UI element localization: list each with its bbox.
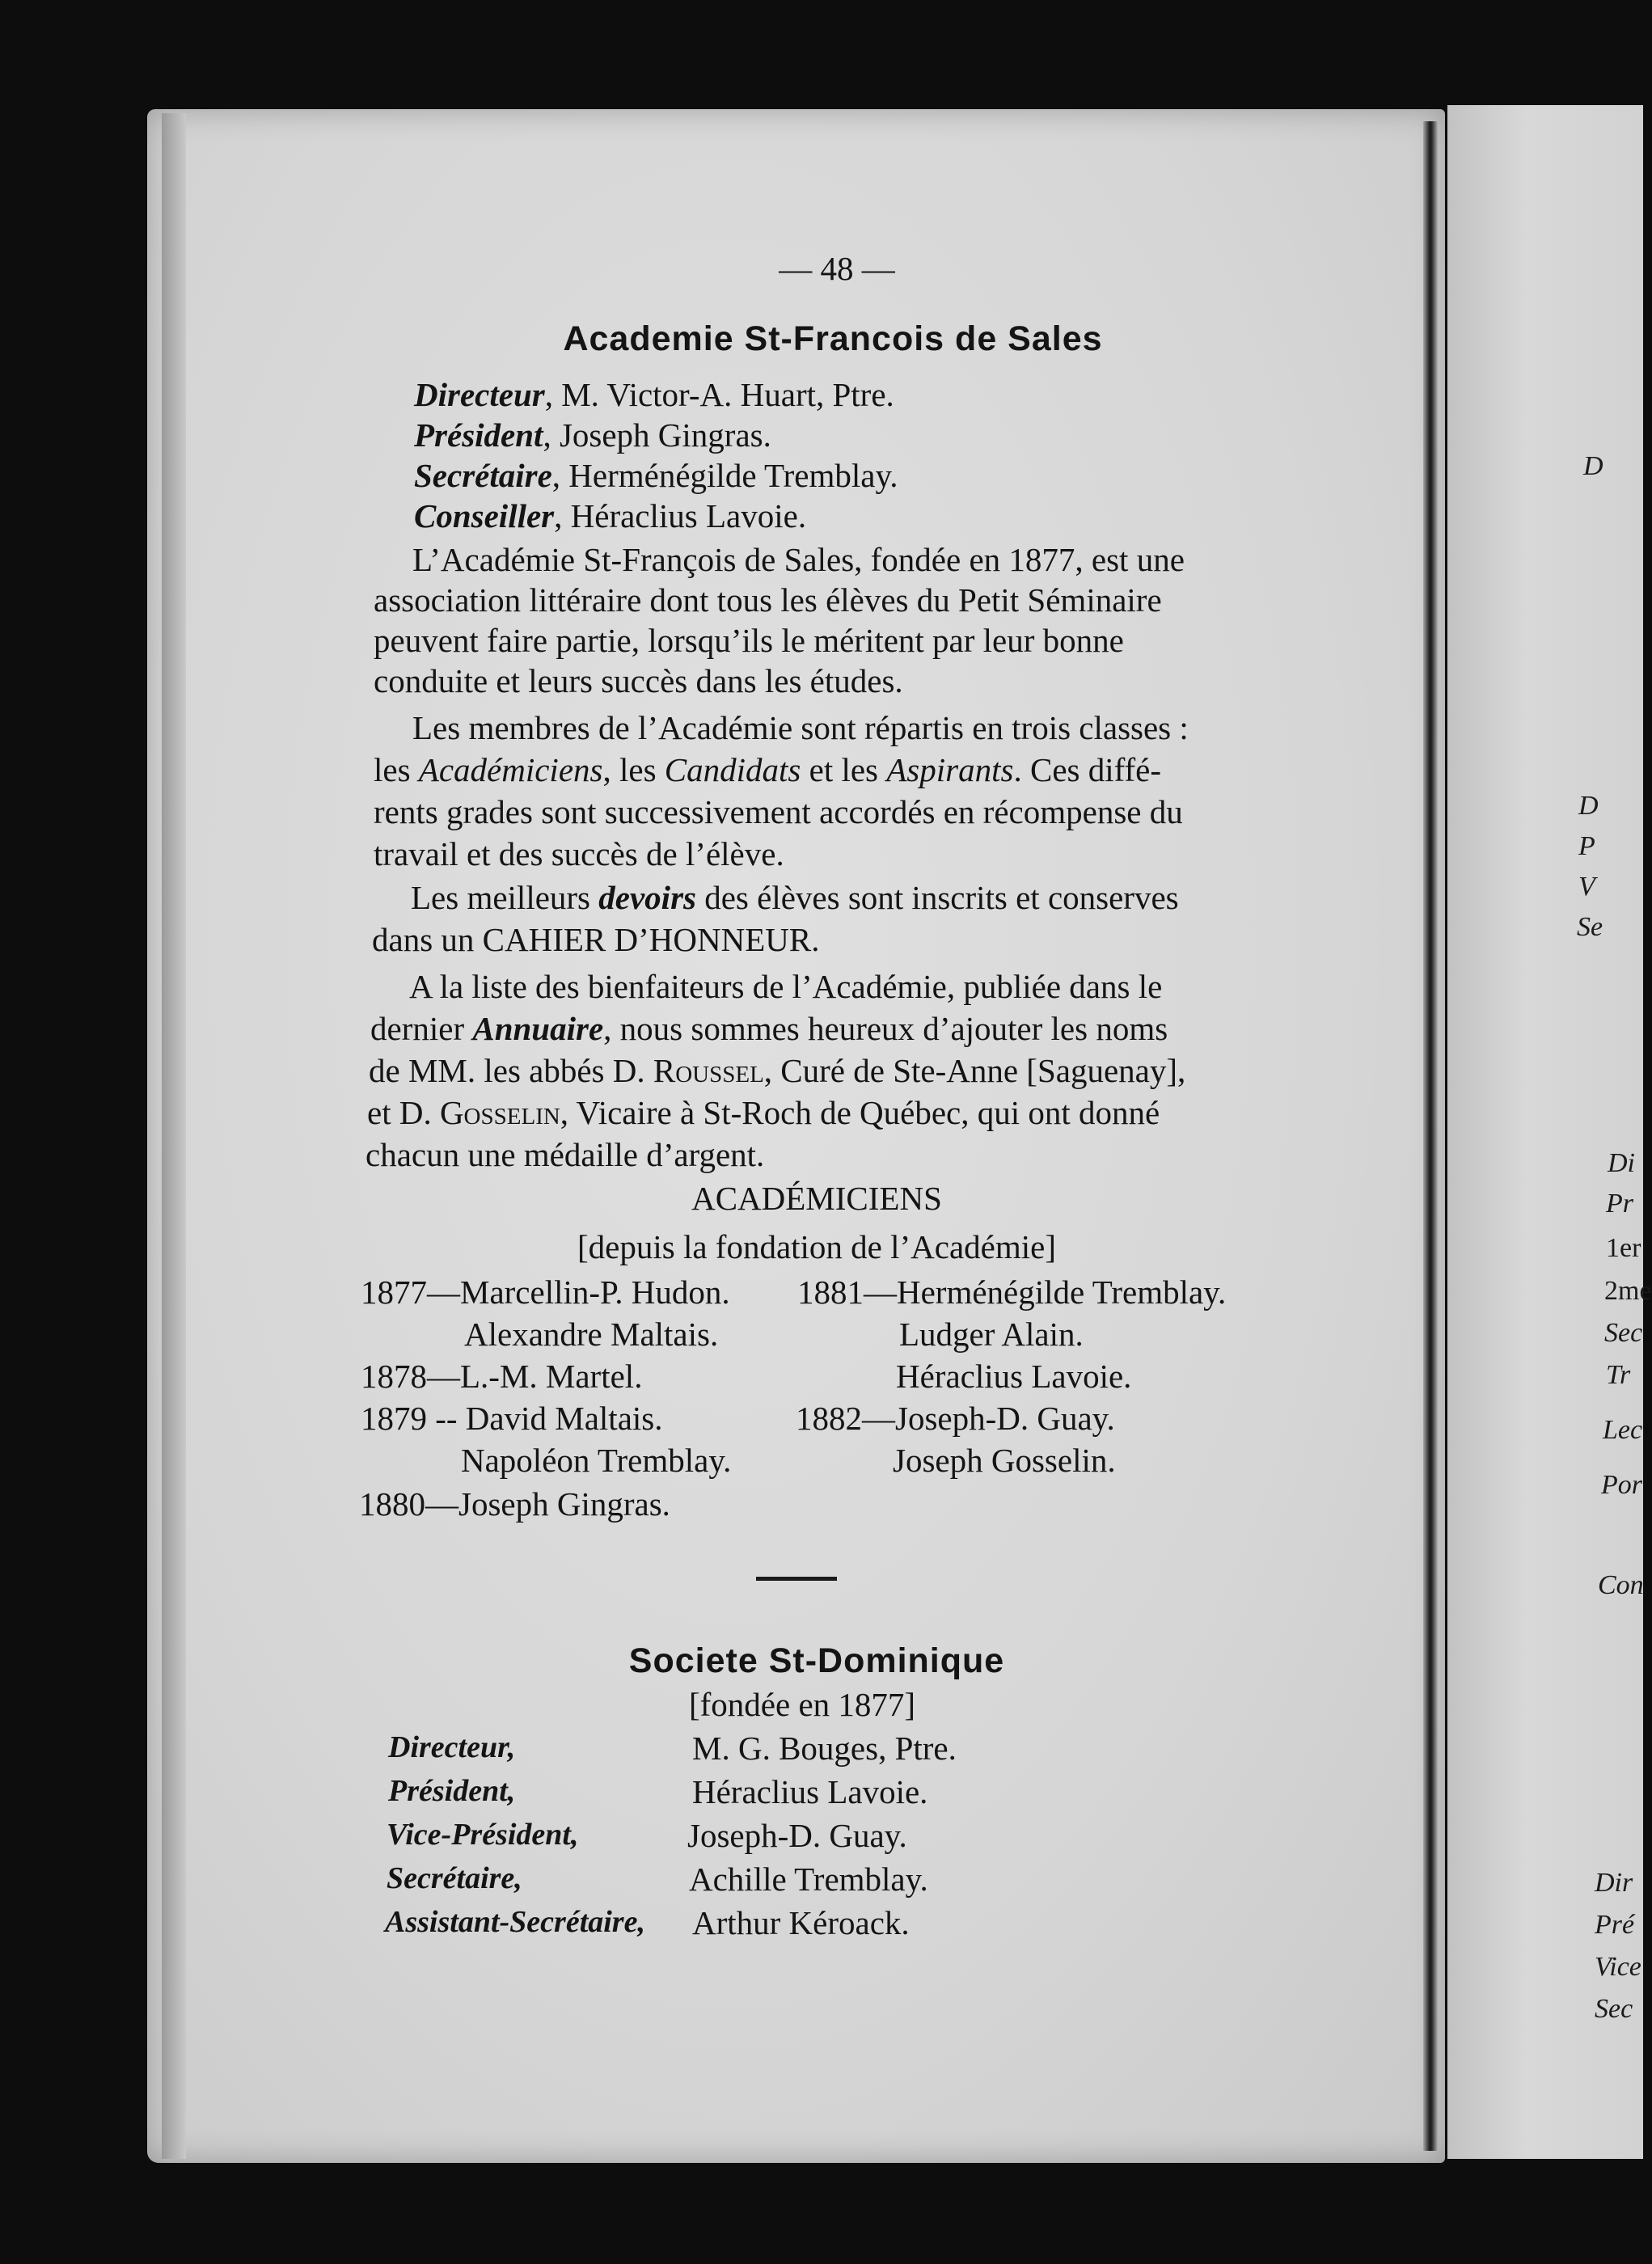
text-fragment: . Ces diffé-: [1013, 751, 1162, 788]
academiciens-title: ACADÉMICIENS: [691, 1180, 942, 1217]
adjacent-page-fragment: V: [1578, 872, 1595, 902]
officer-president: Président, Joseph Gingras.: [414, 416, 771, 454]
adjacent-page-fragment: Lec: [1603, 1415, 1643, 1445]
body-text-line: A la liste des bienfaiteurs de l’Académie, publiée dans le: [409, 968, 1163, 1005]
academicien-entry: 1878—L.-M. Martel.: [361, 1358, 643, 1395]
adjacent-page-fragment: Pr: [1606, 1189, 1633, 1219]
body-text-line: association littéraire dont tous les élèves du Petit Séminaire: [374, 581, 1162, 619]
academicien-entry: Joseph Gosselin.: [893, 1442, 1116, 1479]
page-edge: [162, 113, 186, 2159]
text-fragment: les: [374, 751, 419, 788]
officer-name: M. Victor-A. Huart, Ptre.: [561, 376, 894, 413]
adjacent-page-fragment: Dir: [1595, 1868, 1633, 1898]
text-fragment: dernier: [370, 1010, 465, 1047]
societe-member: Achille Tremblay.: [689, 1861, 928, 1898]
classes-line: [374, 751, 1162, 788]
adjacent-page: [1447, 105, 1652, 2159]
academicien-entry: 1881—Herménégilde Tremblay.: [797, 1274, 1227, 1311]
text-fragment: et D.: [367, 1094, 432, 1131]
book-page: [147, 109, 1445, 2163]
adjacent-page-fragment: Se: [1577, 912, 1603, 942]
academicien-entry: Napoléon Tremblay.: [461, 1442, 732, 1479]
officer-role: Président: [414, 416, 543, 454]
adjacent-page-fragment: D: [1578, 791, 1599, 821]
officer-role: Conseiller: [414, 497, 555, 534]
body-text-line: dans un CAHIER D’HONNEUR.: [372, 921, 820, 958]
academicien-entry: 1882—Joseph-D. Guay.: [796, 1400, 1115, 1437]
body-text-line: [411, 881, 1179, 914]
societe-role: Président,: [388, 1774, 516, 1808]
academicien-entry: 1879 -- David Maltais.: [361, 1400, 663, 1437]
academie-title: Academie St-Francois de Sales: [563, 319, 1103, 358]
officer-role: Secrétaire: [414, 457, 552, 494]
body-text-line: [367, 1096, 1160, 1130]
academicien-entry: Alexandre Maltais.: [464, 1316, 719, 1353]
body-text-line: L’Académie St-François de Sales, fondée en 1877, est une: [412, 541, 1185, 578]
page-number: — 48 —: [779, 250, 895, 287]
text-fragment: , les: [602, 751, 665, 788]
adjacent-page-fragment: D: [1583, 451, 1603, 481]
adjacent-page-fragment: Sec: [1595, 1994, 1633, 2024]
emphasis-annuaire: Annuaire: [472, 1010, 604, 1047]
body-text-line: rents grades sont successivement accordés en récompense du: [374, 793, 1183, 830]
adjacent-page-fragment: Con: [1598, 1570, 1644, 1600]
class-academiciens: Académiciens: [418, 751, 603, 788]
adjacent-page-fragment: Di: [1608, 1148, 1635, 1178]
name-roussel: Roussel: [653, 1052, 764, 1089]
adjacent-page-fragment: 2me: [1604, 1276, 1652, 1306]
officer-name: Herménégilde Tremblay.: [568, 457, 898, 494]
body-text-line: peuvent faire partie, lorsqu’ils le méritent par leur bonne: [374, 622, 1124, 659]
academicien-entry: Ludger Alain.: [899, 1316, 1084, 1353]
text-fragment: et les: [801, 751, 887, 788]
adjacent-page-fragment: 1er: [1606, 1233, 1641, 1263]
academiciens-subtitle: [depuis la fondation de l’Académie]: [577, 1228, 1056, 1265]
societe-member: Arthur Kéroack.: [692, 1904, 910, 1941]
body-text-line: chacun une médaille d’argent.: [365, 1136, 765, 1173]
societe-subtitle: [fondée en 1877]: [689, 1686, 916, 1723]
adjacent-page-fragment: Tr: [1606, 1360, 1631, 1390]
body-text-line: travail et des succès de l’élève.: [374, 835, 784, 872]
societe-member: Joseph-D. Guay.: [687, 1817, 907, 1854]
societe-member: M. G. Bouges, Ptre.: [692, 1730, 957, 1767]
officer-secretaire: Secrétaire, Herménégilde Tremblay.: [414, 457, 898, 494]
class-aspirants: Aspirants: [886, 751, 1014, 788]
societe-member: Héraclius Lavoie.: [692, 1773, 928, 1810]
officer-name: Joseph Gingras.: [559, 416, 771, 454]
body-text-line: conduite et leurs succès dans les études.: [374, 662, 903, 699]
name-gosselin: Gosselin: [439, 1094, 560, 1131]
adjacent-page-fragment: Vice: [1595, 1952, 1641, 1982]
societe-title: Societe St-Dominique: [628, 1641, 1005, 1680]
academicien-entry: 1880—Joseph Gingras.: [359, 1485, 670, 1523]
adjacent-page-fragment: Por: [1601, 1470, 1642, 1500]
body-text-line: [369, 1054, 1185, 1088]
officer-directeur: Directeur, M. Victor-A. Huart, Ptre.: [414, 376, 894, 413]
text-fragment: des élèves sont inscrits et conserves: [704, 879, 1179, 916]
text-fragment: , nous sommes heureux d’ajouter les noms: [603, 1010, 1168, 1047]
adjacent-page-fragment: P: [1578, 831, 1595, 861]
academicien-entry: Héraclius Lavoie.: [896, 1358, 1132, 1395]
emphasis-devoirs: devoirs: [598, 879, 696, 916]
text-fragment: Les meilleurs: [411, 879, 591, 916]
text-fragment: , Curé de Ste-Anne [Saguenay],: [763, 1052, 1186, 1089]
societe-role: Directeur,: [388, 1730, 516, 1764]
book-gutter: [1423, 121, 1438, 2151]
academicien-entry: 1877—Marcellin-P. Hudon.: [361, 1274, 730, 1311]
body-text-line: [370, 1012, 1168, 1045]
societe-role: Secrétaire,: [387, 1861, 522, 1895]
text-fragment: de MM. les abbés D.: [369, 1052, 645, 1089]
body-text-line: Les membres de l’Académie sont répartis en trois classes :: [412, 709, 1189, 746]
societe-role: Vice-Président,: [387, 1818, 579, 1852]
class-candidats: Candidats: [664, 751, 801, 788]
text-fragment: , Vicaire à St-Roch de Québec, qui ont donné: [560, 1094, 1160, 1131]
societe-role: Assistant-Secrétaire,: [385, 1905, 645, 1939]
officer-conseiller: Conseiller, Héraclius Lavoie.: [414, 497, 807, 534]
adjacent-page-fragment: Sec: [1604, 1318, 1643, 1348]
officer-role: Directeur: [414, 376, 545, 413]
officer-name: Héraclius Lavoie.: [570, 497, 807, 534]
section-divider: [756, 1577, 837, 1581]
adjacent-page-fragment: Pré: [1595, 1910, 1635, 1940]
